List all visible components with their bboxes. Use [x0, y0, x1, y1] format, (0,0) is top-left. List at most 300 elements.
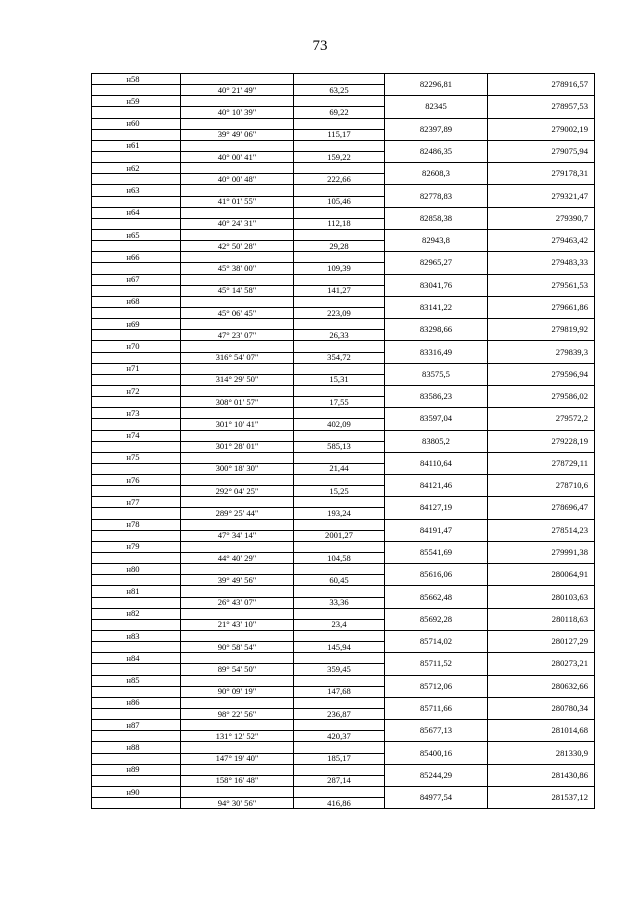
empty-cell	[92, 664, 181, 675]
y-coordinate-cell: 281537,12	[488, 787, 595, 809]
y-coordinate-cell: 281330,9	[488, 742, 595, 764]
point-row	[92, 519, 595, 530]
x-coordinate-cell: 83575,5	[385, 363, 488, 385]
point-name-cell: н83	[92, 631, 181, 642]
direction-angle-cell: 98° 22' 56"	[181, 709, 294, 720]
empty-cell	[294, 118, 385, 129]
empty-cell	[92, 419, 181, 430]
y-coordinate-cell: 279839,3	[488, 341, 595, 363]
point-row	[92, 341, 595, 352]
direction-angle-cell: 45° 38' 00"	[181, 263, 294, 274]
y-coordinate-cell: 278514,23	[488, 519, 595, 541]
point-name-cell: н67	[92, 274, 181, 285]
direction-angle-cell: 147° 19' 40"	[181, 753, 294, 764]
point-row	[92, 252, 595, 263]
point-row	[92, 430, 595, 441]
empty-cell	[294, 787, 385, 798]
point-row	[92, 497, 595, 508]
empty-cell	[294, 564, 385, 575]
point-name-cell: н86	[92, 697, 181, 708]
x-coordinate-cell: 84127,19	[385, 497, 488, 519]
empty-cell	[181, 452, 294, 463]
distance-cell: 15,25	[294, 486, 385, 497]
distance-cell: 193,24	[294, 508, 385, 519]
empty-cell	[92, 218, 181, 229]
empty-cell	[92, 575, 181, 586]
point-row	[92, 74, 595, 85]
empty-cell	[294, 764, 385, 775]
x-coordinate-cell: 85616,06	[385, 564, 488, 586]
direction-angle-cell: 158° 16' 48"	[181, 775, 294, 786]
empty-cell	[294, 430, 385, 441]
empty-cell	[181, 118, 294, 129]
point-name-cell: н69	[92, 319, 181, 330]
empty-cell	[294, 497, 385, 508]
empty-cell	[92, 709, 181, 720]
empty-cell	[181, 720, 294, 731]
empty-cell	[181, 207, 294, 218]
point-name-cell: н88	[92, 742, 181, 753]
empty-cell	[92, 285, 181, 296]
point-row	[92, 408, 595, 419]
x-coordinate-cell: 82345	[385, 96, 488, 118]
point-name-cell: н71	[92, 363, 181, 374]
empty-cell	[181, 631, 294, 642]
point-name-cell: н64	[92, 207, 181, 218]
y-coordinate-cell: 279075,94	[488, 140, 595, 162]
empty-cell	[181, 653, 294, 664]
empty-cell	[294, 207, 385, 218]
x-coordinate-cell: 83298,66	[385, 319, 488, 341]
empty-cell	[181, 163, 294, 174]
empty-cell	[294, 408, 385, 419]
distance-cell: 359,45	[294, 664, 385, 675]
empty-cell	[92, 798, 181, 809]
distance-cell: 402,09	[294, 419, 385, 430]
y-coordinate-cell: 278916,57	[488, 74, 595, 96]
direction-angle-cell: 40° 24' 31"	[181, 218, 294, 229]
distance-cell: 109,39	[294, 263, 385, 274]
empty-cell	[181, 341, 294, 352]
empty-cell	[294, 185, 385, 196]
empty-cell	[92, 174, 181, 185]
empty-cell	[294, 653, 385, 664]
empty-cell	[294, 385, 385, 396]
empty-cell	[181, 185, 294, 196]
point-row	[92, 764, 595, 775]
empty-cell	[181, 697, 294, 708]
empty-cell	[294, 675, 385, 686]
point-row	[92, 787, 595, 798]
empty-cell	[92, 151, 181, 162]
y-coordinate-cell: 280632,66	[488, 675, 595, 697]
point-row	[92, 742, 595, 753]
direction-angle-cell: 45° 06' 45"	[181, 307, 294, 318]
direction-angle-cell: 47° 23' 07"	[181, 330, 294, 341]
distance-cell: 15,31	[294, 374, 385, 385]
empty-cell	[294, 475, 385, 486]
distance-cell: 2001,27	[294, 530, 385, 541]
empty-cell	[294, 742, 385, 753]
point-row	[92, 185, 595, 196]
distance-cell: 416,86	[294, 798, 385, 809]
empty-cell	[92, 463, 181, 474]
x-coordinate-cell: 82778,83	[385, 185, 488, 207]
direction-angle-cell: 39° 49' 56"	[181, 575, 294, 586]
empty-cell	[294, 74, 385, 85]
y-coordinate-cell: 279572,2	[488, 408, 595, 430]
empty-cell	[181, 74, 294, 85]
x-coordinate-cell: 82608,3	[385, 163, 488, 185]
x-coordinate-cell: 85541,69	[385, 541, 488, 563]
distance-cell: 23,4	[294, 619, 385, 630]
distance-cell: 354,72	[294, 352, 385, 363]
direction-angle-cell: 42° 50' 28"	[181, 241, 294, 252]
y-coordinate-cell: 280118,63	[488, 608, 595, 630]
point-name-cell: н78	[92, 519, 181, 530]
empty-cell	[181, 319, 294, 330]
empty-cell	[294, 363, 385, 374]
empty-cell	[92, 642, 181, 653]
coordinates-table	[91, 73, 595, 809]
x-coordinate-cell: 85662,48	[385, 586, 488, 608]
empty-cell	[294, 608, 385, 619]
y-coordinate-cell: 279321,47	[488, 185, 595, 207]
distance-cell: 60,45	[294, 575, 385, 586]
y-coordinate-cell: 280064,91	[488, 564, 595, 586]
direction-angle-cell: 21° 43' 10"	[181, 619, 294, 630]
y-coordinate-cell: 279661,86	[488, 296, 595, 318]
y-coordinate-cell: 278957,53	[488, 96, 595, 118]
direction-angle-cell: 314° 29' 50"	[181, 374, 294, 385]
x-coordinate-cell: 82296,81	[385, 74, 488, 96]
y-coordinate-cell: 279390,7	[488, 207, 595, 229]
empty-cell	[181, 475, 294, 486]
empty-cell	[294, 319, 385, 330]
empty-cell	[294, 274, 385, 285]
y-coordinate-cell: 279463,42	[488, 229, 595, 251]
empty-cell	[294, 519, 385, 530]
x-coordinate-cell: 84977,54	[385, 787, 488, 809]
point-row	[92, 163, 595, 174]
point-row	[92, 296, 595, 307]
direction-angle-cell: 308° 01' 57"	[181, 397, 294, 408]
direction-angle-cell: 316° 54' 07"	[181, 352, 294, 363]
direction-angle-cell: 40° 00' 41"	[181, 151, 294, 162]
empty-cell	[181, 564, 294, 575]
y-coordinate-cell: 280273,21	[488, 653, 595, 675]
empty-cell	[92, 619, 181, 630]
empty-cell	[294, 229, 385, 240]
empty-cell	[294, 452, 385, 463]
empty-cell	[181, 252, 294, 263]
direction-angle-cell: 90° 58' 54"	[181, 642, 294, 653]
empty-cell	[92, 731, 181, 742]
x-coordinate-cell: 85714,02	[385, 631, 488, 653]
distance-cell: 222,66	[294, 174, 385, 185]
empty-cell	[181, 787, 294, 798]
distance-cell: 69,22	[294, 107, 385, 118]
y-coordinate-cell: 281430,86	[488, 764, 595, 786]
empty-cell	[294, 541, 385, 552]
point-name-cell: н65	[92, 229, 181, 240]
distance-cell: 420,37	[294, 731, 385, 742]
empty-cell	[92, 508, 181, 519]
point-name-cell: н77	[92, 497, 181, 508]
x-coordinate-cell: 82486,35	[385, 140, 488, 162]
point-row	[92, 608, 595, 619]
x-coordinate-cell: 83597,04	[385, 408, 488, 430]
empty-cell	[92, 597, 181, 608]
direction-angle-cell: 131° 12' 52"	[181, 731, 294, 742]
empty-cell	[181, 742, 294, 753]
direction-angle-cell: 39° 49' 06"	[181, 129, 294, 140]
distance-cell: 185,17	[294, 753, 385, 764]
x-coordinate-cell: 82943,8	[385, 229, 488, 251]
x-coordinate-cell: 83141,22	[385, 296, 488, 318]
empty-cell	[294, 631, 385, 642]
distance-cell: 147,68	[294, 686, 385, 697]
direction-angle-cell: 289° 25' 44"	[181, 508, 294, 519]
distance-cell: 63,25	[294, 85, 385, 96]
direction-angle-cell: 40° 21' 49"	[181, 85, 294, 96]
empty-cell	[92, 553, 181, 564]
empty-cell	[181, 363, 294, 374]
empty-cell	[181, 430, 294, 441]
point-row	[92, 564, 595, 575]
y-coordinate-cell: 279586,02	[488, 385, 595, 407]
empty-cell	[92, 129, 181, 140]
distance-cell: 141,27	[294, 285, 385, 296]
y-coordinate-cell: 279561,53	[488, 274, 595, 296]
x-coordinate-cell: 85244,29	[385, 764, 488, 786]
x-coordinate-cell: 83041,76	[385, 274, 488, 296]
empty-cell	[92, 441, 181, 452]
empty-cell	[92, 85, 181, 96]
y-coordinate-cell: 280780,34	[488, 697, 595, 719]
x-coordinate-cell: 84110,64	[385, 452, 488, 474]
point-name-cell: н68	[92, 296, 181, 307]
point-name-cell: н60	[92, 118, 181, 129]
x-coordinate-cell: 82965,27	[385, 252, 488, 274]
empty-cell	[294, 140, 385, 151]
y-coordinate-cell: 279002,19	[488, 118, 595, 140]
point-name-cell: н73	[92, 408, 181, 419]
point-name-cell: н76	[92, 475, 181, 486]
point-name-cell: н62	[92, 163, 181, 174]
point-name-cell: н90	[92, 787, 181, 798]
x-coordinate-cell: 82397,89	[385, 118, 488, 140]
y-coordinate-cell: 280103,63	[488, 586, 595, 608]
distance-cell: 585,13	[294, 441, 385, 452]
x-coordinate-cell: 83805,2	[385, 430, 488, 452]
distance-cell: 159,22	[294, 151, 385, 162]
y-coordinate-cell: 280127,29	[488, 631, 595, 653]
empty-cell	[181, 229, 294, 240]
point-row	[92, 631, 595, 642]
empty-cell	[294, 252, 385, 263]
empty-cell	[92, 307, 181, 318]
point-name-cell: н79	[92, 541, 181, 552]
point-name-cell: н84	[92, 653, 181, 664]
distance-cell: 115,17	[294, 129, 385, 140]
distance-cell: 112,18	[294, 218, 385, 229]
point-name-cell: н66	[92, 252, 181, 263]
empty-cell	[92, 374, 181, 385]
empty-cell	[92, 753, 181, 764]
y-coordinate-cell: 281014,68	[488, 720, 595, 742]
distance-cell: 104,58	[294, 553, 385, 564]
point-name-cell: н58	[92, 74, 181, 85]
y-coordinate-cell: 279819,92	[488, 319, 595, 341]
direction-angle-cell: 94° 30' 56"	[181, 798, 294, 809]
point-row	[92, 675, 595, 686]
direction-angle-cell: 45° 14' 58"	[181, 285, 294, 296]
point-row	[92, 541, 595, 552]
direction-angle-cell: 292° 04' 25"	[181, 486, 294, 497]
x-coordinate-cell: 84191,47	[385, 519, 488, 541]
empty-cell	[92, 107, 181, 118]
empty-cell	[181, 586, 294, 597]
point-row	[92, 274, 595, 285]
empty-cell	[92, 263, 181, 274]
point-row	[92, 475, 595, 486]
y-coordinate-cell: 279596,94	[488, 363, 595, 385]
distance-cell: 223,09	[294, 307, 385, 318]
point-row	[92, 720, 595, 731]
point-row	[92, 118, 595, 129]
point-name-cell: н87	[92, 720, 181, 731]
y-coordinate-cell: 279483,33	[488, 252, 595, 274]
coordinates-table-body	[92, 74, 595, 809]
x-coordinate-cell: 82858,38	[385, 207, 488, 229]
page-number: 73	[312, 38, 328, 54]
point-row	[92, 207, 595, 218]
empty-cell	[181, 296, 294, 307]
empty-cell	[181, 519, 294, 530]
point-row	[92, 363, 595, 374]
distance-cell: 287,14	[294, 775, 385, 786]
empty-cell	[92, 486, 181, 497]
empty-cell	[294, 296, 385, 307]
empty-cell	[294, 697, 385, 708]
distance-cell: 236,87	[294, 709, 385, 720]
empty-cell	[181, 764, 294, 775]
point-name-cell: н61	[92, 140, 181, 151]
empty-cell	[92, 530, 181, 541]
y-coordinate-cell: 279991,38	[488, 541, 595, 563]
y-coordinate-cell: 278729,11	[488, 452, 595, 474]
distance-cell: 33,36	[294, 597, 385, 608]
point-row	[92, 140, 595, 151]
direction-angle-cell: 40° 00' 48"	[181, 174, 294, 185]
empty-cell	[181, 274, 294, 285]
direction-angle-cell: 40° 10' 39"	[181, 107, 294, 118]
distance-cell: 21,44	[294, 463, 385, 474]
empty-cell	[92, 397, 181, 408]
empty-cell	[92, 775, 181, 786]
x-coordinate-cell: 85692,28	[385, 608, 488, 630]
x-coordinate-cell: 85677,13	[385, 720, 488, 742]
empty-cell	[294, 720, 385, 731]
point-name-cell: н80	[92, 564, 181, 575]
empty-cell	[181, 96, 294, 107]
x-coordinate-cell: 83586,23	[385, 385, 488, 407]
empty-cell	[294, 163, 385, 174]
empty-cell	[92, 330, 181, 341]
point-row	[92, 452, 595, 463]
distance-cell: 17,55	[294, 397, 385, 408]
point-row	[92, 586, 595, 597]
point-row	[92, 653, 595, 664]
x-coordinate-cell: 84121,46	[385, 475, 488, 497]
direction-angle-cell: 301° 10' 41"	[181, 419, 294, 430]
point-name-cell: н85	[92, 675, 181, 686]
direction-angle-cell: 41° 01' 55"	[181, 196, 294, 207]
point-name-cell: н59	[92, 96, 181, 107]
empty-cell	[181, 140, 294, 151]
point-row	[92, 697, 595, 708]
empty-cell	[294, 341, 385, 352]
distance-cell: 145,94	[294, 642, 385, 653]
y-coordinate-cell: 279228,19	[488, 430, 595, 452]
y-coordinate-cell: 279178,31	[488, 163, 595, 185]
distance-cell: 26,33	[294, 330, 385, 341]
point-row	[92, 385, 595, 396]
empty-cell	[92, 241, 181, 252]
empty-cell	[294, 586, 385, 597]
point-name-cell: н82	[92, 608, 181, 619]
x-coordinate-cell: 85712,06	[385, 675, 488, 697]
point-name-cell: н74	[92, 430, 181, 441]
empty-cell	[92, 352, 181, 363]
point-row	[92, 96, 595, 107]
point-name-cell: н75	[92, 452, 181, 463]
x-coordinate-cell: 83316,49	[385, 341, 488, 363]
direction-angle-cell: 301° 28' 01"	[181, 441, 294, 452]
point-name-cell: н81	[92, 586, 181, 597]
point-row	[92, 229, 595, 240]
empty-cell	[181, 408, 294, 419]
y-coordinate-cell: 278696,47	[488, 497, 595, 519]
point-name-cell: н72	[92, 385, 181, 396]
x-coordinate-cell: 85711,52	[385, 653, 488, 675]
point-name-cell: н63	[92, 185, 181, 196]
direction-angle-cell: 90° 09' 19"	[181, 686, 294, 697]
empty-cell	[181, 541, 294, 552]
direction-angle-cell: 26° 43' 07"	[181, 597, 294, 608]
distance-cell: 105,46	[294, 196, 385, 207]
empty-cell	[181, 385, 294, 396]
distance-cell: 29,28	[294, 241, 385, 252]
point-name-cell: н70	[92, 341, 181, 352]
x-coordinate-cell: 85711,66	[385, 697, 488, 719]
empty-cell	[294, 96, 385, 107]
direction-angle-cell: 300° 18' 30"	[181, 463, 294, 474]
empty-cell	[92, 196, 181, 207]
point-name-cell: н89	[92, 764, 181, 775]
x-coordinate-cell: 85400,16	[385, 742, 488, 764]
y-coordinate-cell: 278710,6	[488, 475, 595, 497]
direction-angle-cell: 47° 34' 14"	[181, 530, 294, 541]
empty-cell	[181, 608, 294, 619]
empty-cell	[92, 686, 181, 697]
empty-cell	[181, 675, 294, 686]
point-row	[92, 319, 595, 330]
empty-cell	[181, 497, 294, 508]
direction-angle-cell: 44° 40' 29"	[181, 553, 294, 564]
direction-angle-cell: 89° 54' 50"	[181, 664, 294, 675]
